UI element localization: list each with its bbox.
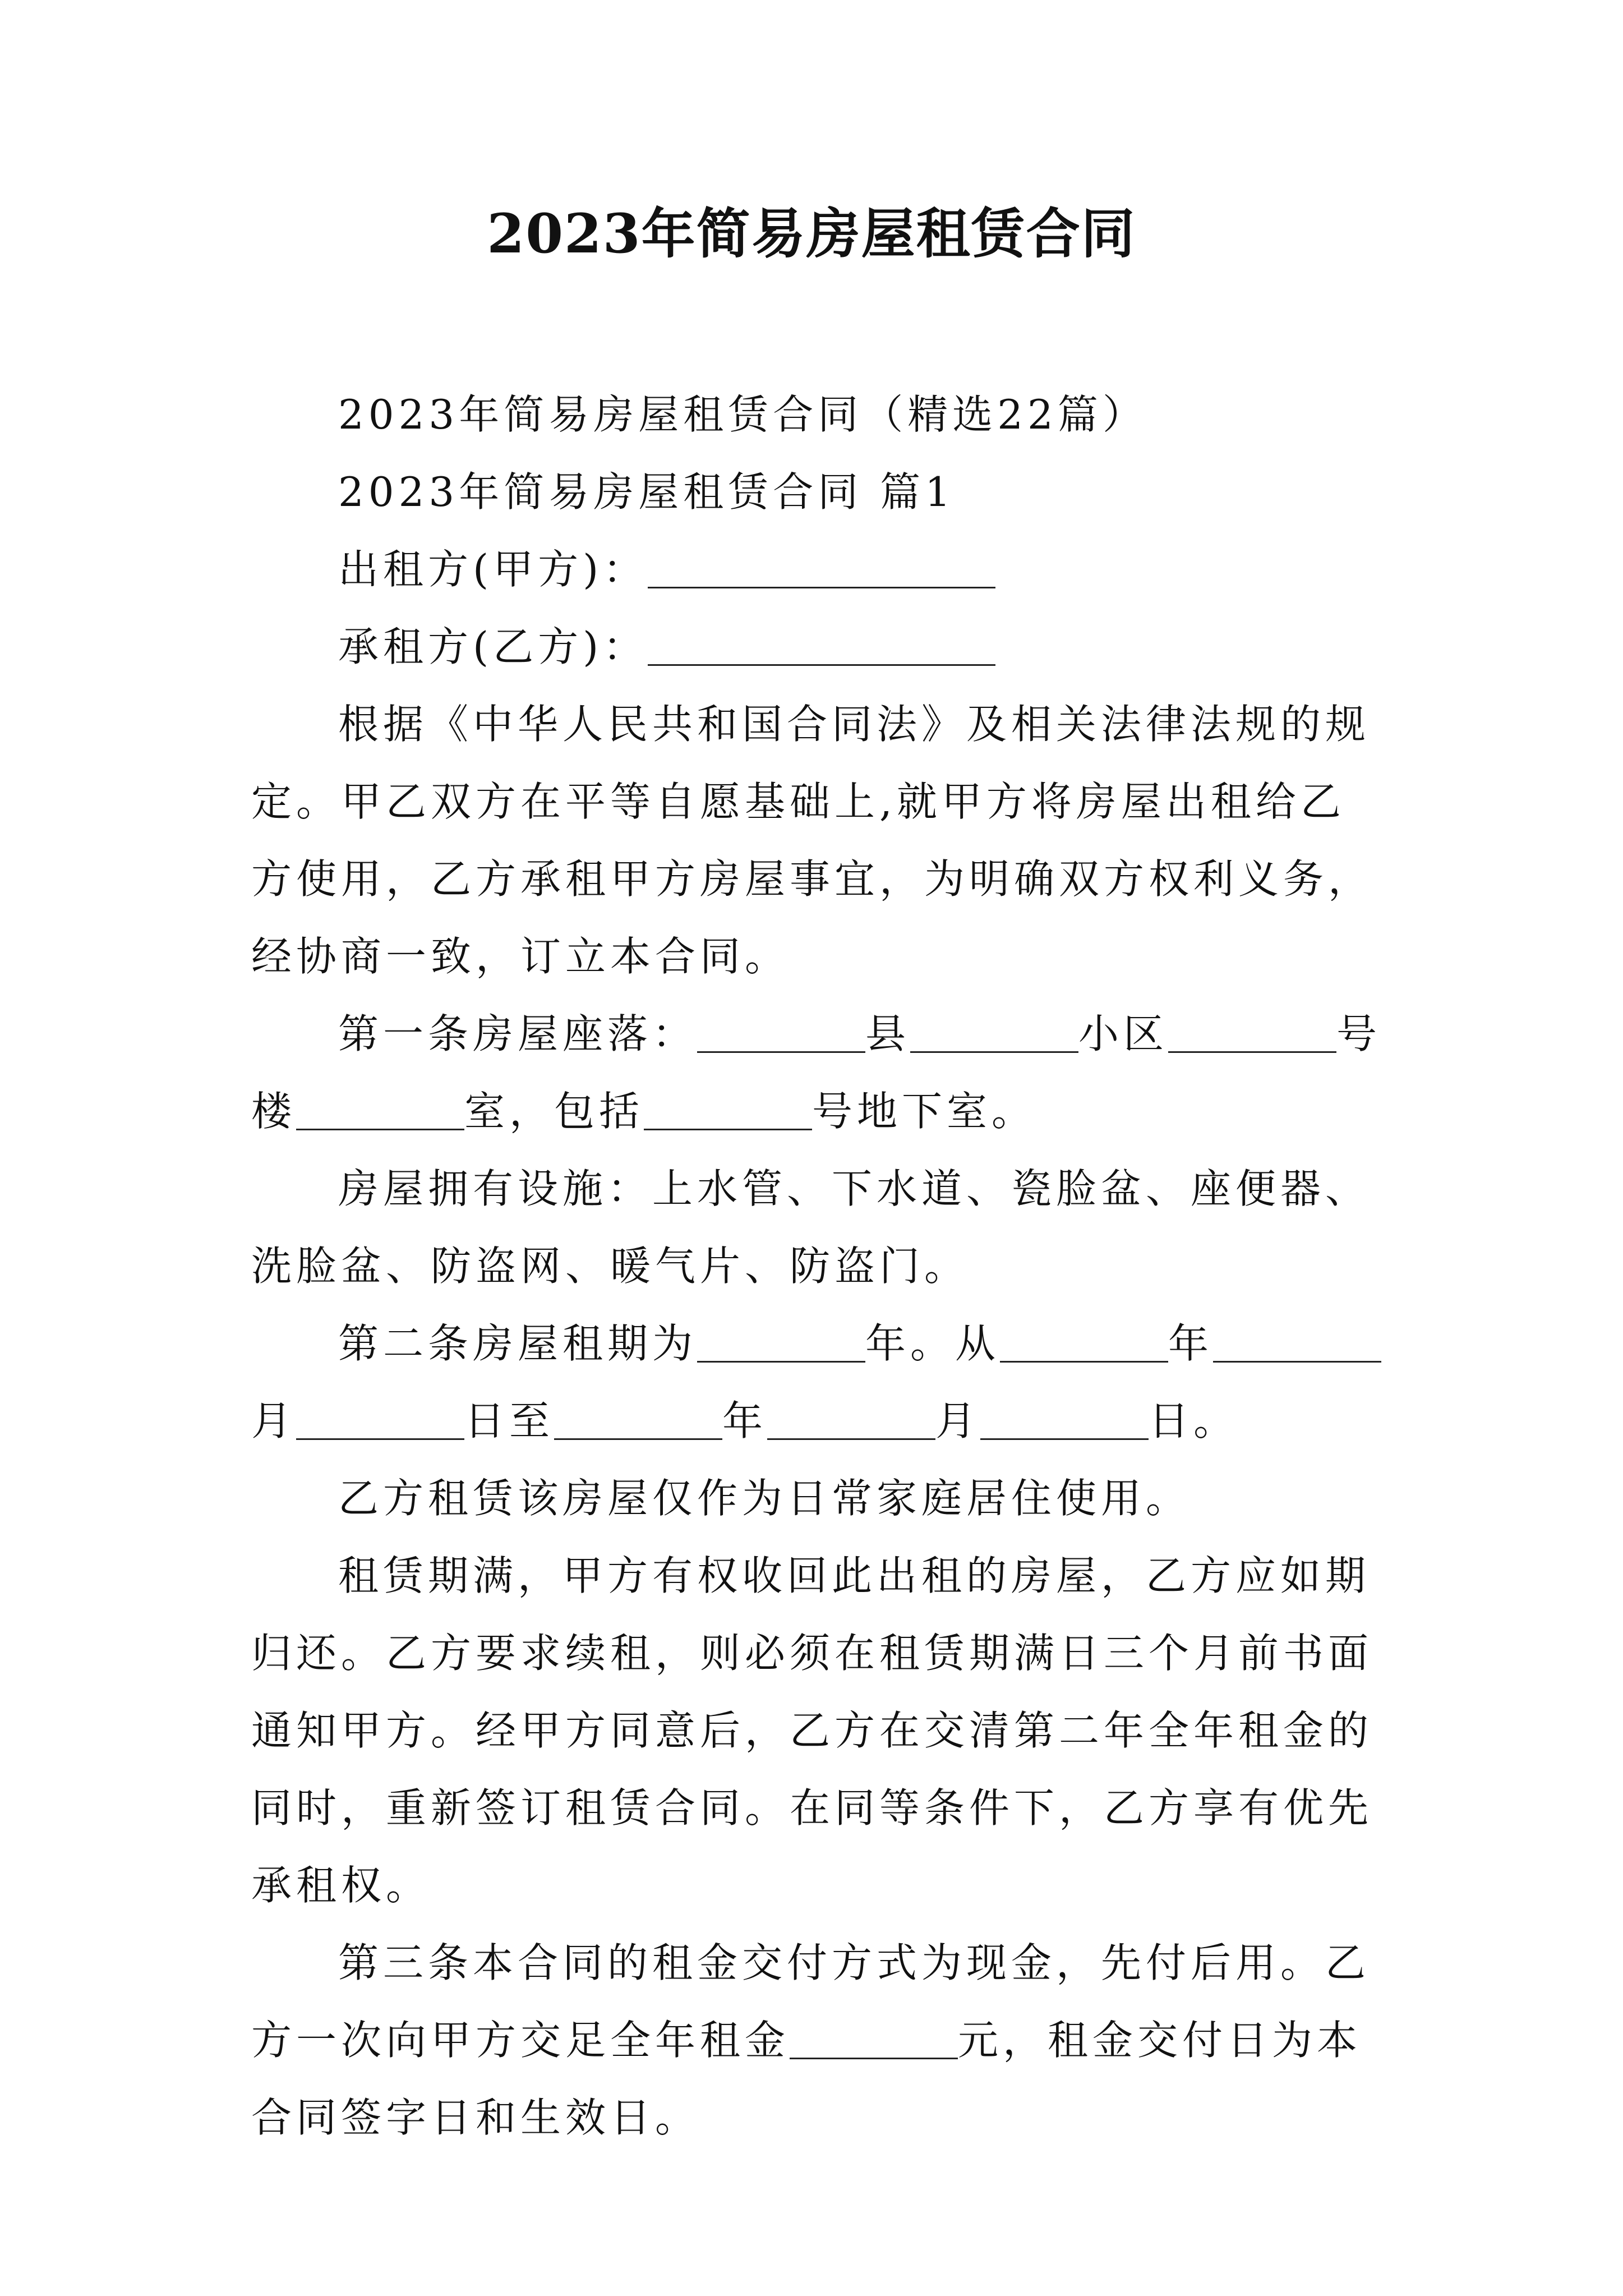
paragraph-section-title: 2023年简易房屋租赁合同 篇1 [338,468,955,516]
document-body [251,376,1384,2156]
lessee-blank [648,625,995,665]
paragraph-article-3: 第三条本合同的租金交付方式为现金，先付后用。乙方一次向甲方交足全年租金 元，租金交付日为本合同签字日和生效日。 [251,1939,1371,2141]
paragraph-lessor [251,531,1384,608]
start-month-blank [1213,1322,1381,1362]
paragraph-intro-title: 2023年简易房屋租赁合同（精选22篇） [338,391,1147,438]
document-title: 2023年简易房屋租赁合同 [487,202,1136,265]
rent-amount-blank [790,2019,958,2059]
end-year-blank [554,1400,722,1439]
paragraph-article-2: 第二条房屋租期为 年。从 年月 日至 年 月 日。 [251,1305,1384,1460]
building-blank [1168,1013,1336,1052]
county-blank [697,1013,865,1052]
paragraph-article-1: 第一条房屋座落： 县 小区 号楼 室，包括 号地下室。 [251,1010,1382,1135]
start-year-blank [1000,1322,1168,1362]
paragraph-lessee [251,608,1384,685]
paragraph-usage: 乙方租赁该房屋仅作为日常家庭居住使用。 [338,1475,1191,1522]
end-day-blank [980,1400,1149,1439]
end-month-blank [767,1400,935,1439]
paragraph-facilities: 房屋拥有设施：上水管、下水道、瓷脸盆、座便器、洗脸盆、防盗网、暖气片、防盗门。 [251,1165,1371,1290]
term-years-blank [697,1322,865,1362]
start-day-blank [296,1400,464,1439]
paragraph-renewal: 租赁期满，甲方有权收回此出租的房屋，乙方应如期归还。乙方要求续租，则必须在租赁期满日三个月前书面通知甲方。经甲方同意后，乙方在交清第二年全年租金的同时，重新签订租赁合同。在同等条件下，乙方享有优先承租权。 [251,1552,1373,1909]
lessor-label: 出租方(甲方)： [338,546,648,593]
lessor-blank [648,548,995,588]
lessee-label: 承租方(乙方)： [338,623,648,670]
basement-blank [644,1090,812,1130]
community-blank [910,1013,1078,1052]
paragraph-preamble: 根据《中华人民共和国合同法》及相关法律法规的规定。甲乙双方在平等自愿基础上,就甲方将房屋出租给乙方使用，乙方承租甲方房屋事宜，为明确双方权利义务，经协商一致，订立本合同。 [251,701,1373,980]
room-blank [296,1090,464,1130]
